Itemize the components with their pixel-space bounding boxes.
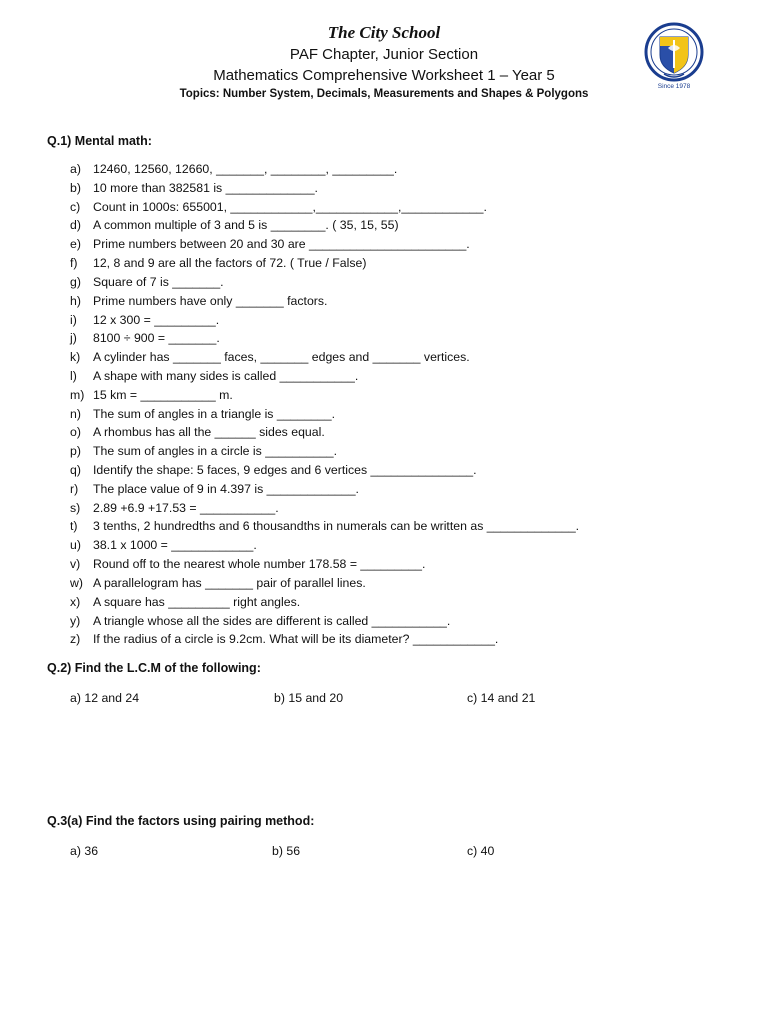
item-text: 3 tenths, 2 hundredths and 6 thousandths in numerals can be written as _____________. [93, 519, 580, 534]
item-letter: b) [70, 180, 81, 195]
item-text: A parallelogram has _______ pair of parallel lines. [93, 575, 366, 590]
item-text: A common multiple of 3 and 5 is ________. ( 35, 15, 55) [93, 218, 399, 233]
item-text: The sum of angles in a triangle is ________. [93, 406, 335, 421]
item-letter: i) [70, 312, 77, 327]
mental-math-item [70, 499, 670, 518]
logo-since-text: Since 1978 [657, 83, 691, 90]
item-text: 12 x 300 = _________. [93, 312, 220, 327]
item-text: 12, 8 and 9 are all the factors of 72. ( True / False) [93, 256, 367, 271]
item-letter: m) [70, 387, 85, 402]
item-letter: w) [70, 575, 83, 590]
mental-math-item [70, 555, 670, 574]
q2-option-a: a) 12 and 24 [70, 691, 140, 705]
item-text: 38.1 x 1000 = ____________. [93, 538, 257, 553]
item-letter: d) [70, 218, 81, 233]
question-2-options [70, 689, 690, 707]
item-letter: o) [70, 425, 81, 440]
item-text: 2.89 +6.9 +17.53 = ___________. [93, 500, 279, 515]
item-text: A square has _________ right angles. [93, 594, 301, 609]
item-text: The place value of 9 in 4.397 is _____________. [93, 481, 359, 496]
item-letter: n) [70, 406, 81, 421]
item-letter: u) [70, 538, 81, 553]
mental-math-item [70, 367, 670, 386]
item-text: 15 km = ___________ m. [93, 387, 233, 402]
mental-math-item [70, 160, 670, 179]
mental-math-item [70, 423, 670, 442]
item-text: 8100 ÷ 900 = _______. [93, 331, 220, 346]
mental-math-item [70, 311, 670, 330]
item-text: Square of 7 is _______. [93, 274, 224, 289]
item-text: A triangle whose all the sides are different is called ___________. [93, 613, 451, 628]
item-letter: h) [70, 293, 81, 308]
item-letter: s) [70, 500, 81, 515]
item-letter: x) [70, 594, 81, 609]
mental-math-item [70, 517, 670, 536]
mental-math-item [70, 179, 670, 198]
mental-math-item [70, 254, 670, 273]
mental-math-item [70, 630, 670, 649]
mental-math-item [70, 329, 670, 348]
school-name: The City School [327, 23, 441, 42]
item-text: 12460, 12560, 12660, _______, ________, _________. [93, 162, 398, 176]
school-crest-icon [643, 22, 705, 84]
mental-math-item [70, 235, 670, 254]
topics-line: Topics: Number System, Decimals, Measurements and Shapes & Polygons [179, 88, 589, 100]
item-letter: f) [70, 256, 78, 271]
item-letter: l) [70, 368, 77, 383]
mental-math-item [70, 593, 670, 612]
mental-math-item [70, 480, 670, 499]
item-letter: t) [70, 519, 78, 534]
item-letter: y) [70, 613, 81, 628]
item-letter: j) [70, 331, 77, 346]
item-text: If the radius of a circle is 9.2cm. What will be its diameter? ____________. [93, 632, 499, 647]
q2-option-c: c) 14 and 21 [467, 691, 536, 705]
item-letter: p) [70, 444, 81, 459]
mental-math-item [70, 273, 670, 292]
item-letter: a) [70, 162, 81, 176]
q3-option-c: c) 40 [467, 844, 495, 858]
mental-math-list [70, 160, 670, 649]
item-text: Identify the shape: 5 faces, 9 edges and 6 vertices _______________. [93, 463, 477, 477]
mental-math-item [70, 348, 670, 367]
item-letter: g) [70, 274, 81, 289]
item-letter: e) [70, 237, 81, 252]
item-letter: r) [70, 481, 79, 496]
question-1-heading: Q.1) Mental math: [47, 134, 152, 148]
question-3-options [70, 842, 690, 860]
item-text: Round off to the nearest whole number 178.58 = _________. [93, 557, 426, 572]
mental-math-item [70, 442, 670, 461]
mental-math-item [70, 461, 670, 480]
q3-option-b: b) 56 [272, 844, 301, 858]
item-letter: k) [70, 350, 81, 365]
item-text: A shape with many sides is called ___________. [93, 368, 359, 383]
item-letter: q) [70, 463, 81, 477]
item-text: A cylinder has _______ faces, _______ edges and _______ vertices. [93, 350, 470, 365]
item-text: The sum of angles in a circle is __________. [93, 444, 338, 459]
question-3-heading: Q.3(a) Find the factors using pairing method: [47, 814, 315, 828]
item-letter: z) [70, 632, 81, 647]
mental-math-item [70, 292, 670, 311]
item-letter: v) [70, 557, 81, 572]
item-text: A rhombus has all the ______ sides equal. [93, 425, 325, 440]
mental-math-item [70, 198, 670, 217]
question-2-heading: Q.2) Find the L.C.M of the following: [47, 661, 261, 675]
mental-math-item [70, 612, 670, 631]
item-text: Prime numbers have only _______ factors. [93, 293, 328, 308]
worksheet-title: Mathematics Comprehensive Worksheet 1 – Year 5 [213, 67, 555, 84]
item-text: 10 more than 382581 is _____________. [93, 180, 318, 195]
item-text: Prime numbers between 20 and 30 are _______________________. [93, 237, 470, 252]
q2-option-b: b) 15 and 20 [274, 691, 344, 705]
mental-math-item [70, 536, 670, 555]
item-text: Count in 1000s: 655001, ____________,____________,____________. [93, 199, 487, 214]
item-letter: c) [70, 199, 81, 214]
mental-math-item [70, 386, 670, 405]
school-logo [643, 22, 705, 96]
mental-math-item [70, 216, 670, 235]
q3-option-a: a) 36 [70, 844, 99, 858]
mental-math-item [70, 405, 670, 424]
mental-math-item [70, 574, 670, 593]
chapter-title: PAF Chapter, Junior Section [289, 46, 479, 63]
